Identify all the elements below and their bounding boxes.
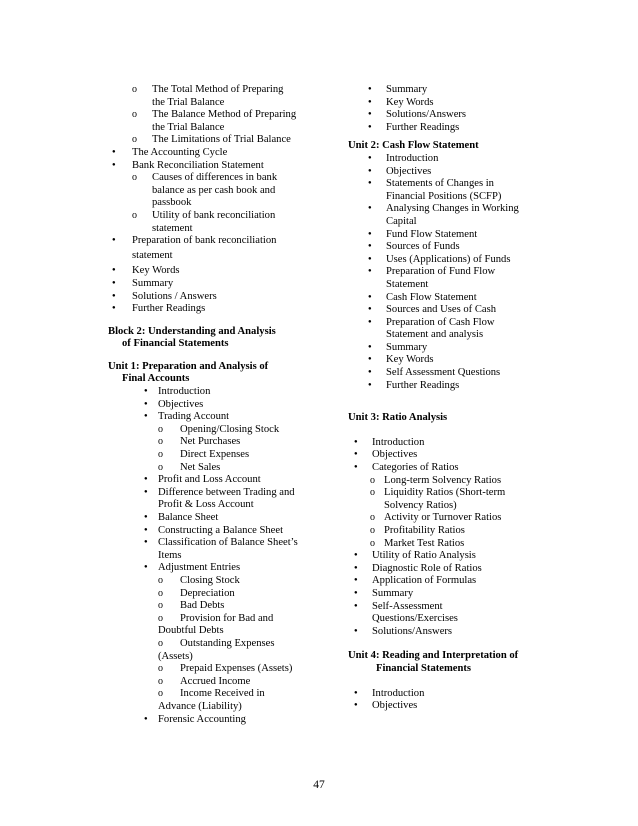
list-item <box>108 638 313 663</box>
list-item <box>348 84 538 97</box>
list-item <box>348 575 538 588</box>
list-item <box>348 437 538 450</box>
list-item <box>348 97 538 110</box>
item-text: Unit 2: Cash Flow Statement <box>348 140 479 152</box>
item-text: Self Assessment Questions <box>386 367 501 379</box>
right-column <box>348 84 538 713</box>
bullet-icon <box>368 97 372 111</box>
item-text: Unit 3: Ratio Analysis <box>348 412 448 424</box>
item-text: Cash Flow Statement <box>386 291 477 303</box>
item-text: Financial Statements <box>376 662 472 674</box>
list-item <box>108 525 313 538</box>
bullet-icon <box>368 178 372 192</box>
item-text: the Trial Balance <box>152 96 225 108</box>
list-item <box>348 254 538 267</box>
bullet-icon <box>112 160 116 174</box>
item-text: Summary <box>132 277 174 289</box>
item-text: Accrued Income <box>180 675 251 687</box>
list-item <box>348 153 538 166</box>
item-text: Causes of differences in bank <box>152 172 278 184</box>
section-heading <box>108 361 313 386</box>
sub-bullet-icon <box>158 688 163 701</box>
item-text: Bank Reconciliation Statement <box>132 159 264 171</box>
bullet-icon <box>144 474 148 488</box>
list-item <box>348 367 538 380</box>
item-text: Solvency Ratios) <box>384 499 457 511</box>
list-item <box>108 210 313 235</box>
item-text: Solutions/Answers <box>386 109 467 121</box>
bullet-icon <box>354 462 358 476</box>
list-item <box>108 172 313 210</box>
item-text: Forensic Accounting <box>158 713 246 725</box>
bullet-icon <box>368 109 372 123</box>
item-text: Utility of bank reconciliation <box>152 209 276 221</box>
list-item <box>108 449 313 462</box>
item-text: of Financial Statements <box>122 338 229 350</box>
item-text: Direct Expenses <box>180 449 250 461</box>
list-item <box>108 235 313 263</box>
item-text: The Accounting Cycle <box>132 146 228 158</box>
sub-bullet-icon <box>132 109 137 122</box>
bullet-icon <box>112 235 116 249</box>
sub-bullet-icon <box>158 613 163 626</box>
item-text: Statement and analysis <box>386 329 484 341</box>
item-text: Application of Formulas <box>372 575 477 587</box>
list-item <box>348 626 538 639</box>
sub-bullet-icon <box>158 449 163 462</box>
list-item <box>108 399 313 412</box>
item-text: Closing Stock <box>180 574 240 586</box>
sub-bullet-icon <box>132 84 137 97</box>
list-item <box>348 538 538 551</box>
list-item <box>108 537 313 562</box>
item-text: Capital <box>386 215 417 227</box>
list-item <box>348 475 538 488</box>
list-item <box>108 613 313 638</box>
item-text: Key Words <box>386 354 434 366</box>
list-item <box>348 292 538 305</box>
item-text: Liquidity Ratios (Short-term <box>384 487 506 499</box>
bullet-icon <box>368 292 372 306</box>
item-text: Depreciation <box>180 587 235 599</box>
item-text: Summary <box>386 341 428 353</box>
sub-bullet-icon <box>158 663 163 676</box>
item-text: Statements of Changes in <box>386 178 494 190</box>
list-item <box>348 563 538 576</box>
item-text: Objectives <box>372 700 418 712</box>
sub-bullet-icon <box>132 134 137 147</box>
item-text: Summary <box>372 587 414 599</box>
list-item <box>348 203 538 228</box>
item-text: Provision for Bad and <box>180 612 274 624</box>
item-text: Categories of Ratios <box>372 462 459 474</box>
item-text: Profit & Loss Account <box>158 499 254 511</box>
sub-bullet-icon <box>158 424 163 437</box>
list-item <box>108 688 313 713</box>
sub-bullet-icon <box>158 575 163 588</box>
section-heading <box>108 326 313 351</box>
item-text: Activity or Turnover Ratios <box>384 512 502 524</box>
item-text: Preparation of Fund Flow <box>386 266 496 278</box>
list-item <box>348 601 538 626</box>
section-heading <box>348 412 538 425</box>
item-text: statement <box>132 250 173 262</box>
list-item <box>108 160 313 173</box>
list-item <box>348 354 538 367</box>
item-text: Questions/Exercises <box>372 613 458 625</box>
list-item <box>108 386 313 399</box>
item-text: Net Sales <box>180 461 221 473</box>
sub-bullet-icon <box>132 172 137 185</box>
item-text: Objectives <box>372 449 418 461</box>
bullet-icon <box>354 575 358 589</box>
sub-bullet-icon <box>158 436 163 449</box>
list-item <box>108 278 313 291</box>
bullet-icon <box>368 367 372 381</box>
item-text: Unit 1: Preparation and Analysis of <box>108 360 269 372</box>
list-item <box>348 525 538 538</box>
sub-bullet-icon <box>158 676 163 689</box>
item-text: Adjustment Entries <box>158 562 241 574</box>
item-text: Outstanding Expenses <box>180 637 275 649</box>
list-item <box>108 600 313 613</box>
sub-bullet-icon <box>158 600 163 613</box>
list-item <box>108 487 313 512</box>
bullet-icon <box>354 601 358 615</box>
item-text: Further Readings <box>386 379 460 391</box>
left-column <box>108 84 313 726</box>
item-text: Profit and Loss Account <box>158 474 261 486</box>
list-item <box>348 512 538 525</box>
list-item <box>108 411 313 424</box>
bullet-icon <box>368 380 372 394</box>
list-item <box>108 109 313 134</box>
item-text: Sources of Funds <box>386 241 460 253</box>
list-item <box>348 229 538 242</box>
bullet-icon <box>368 153 372 167</box>
item-text: Income Received in <box>180 688 265 700</box>
list-item <box>108 84 313 109</box>
item-text: Block 2: Understanding and Analysis <box>108 325 276 337</box>
item-text: Financial Positions (SCFP) <box>386 190 502 202</box>
bullet-icon <box>144 411 148 425</box>
sub-bullet-icon <box>370 475 375 488</box>
page-number: 47 <box>313 779 325 791</box>
list-item <box>108 663 313 676</box>
bullet-icon <box>368 304 372 318</box>
item-text: statement <box>152 222 193 234</box>
item-text: Trading Account <box>158 411 230 423</box>
bullet-icon <box>144 487 148 501</box>
list-item <box>348 266 538 291</box>
item-text: Preparation of Cash Flow <box>386 316 495 328</box>
list-item <box>108 575 313 588</box>
list-item <box>108 265 313 278</box>
item-text: Introduction <box>386 152 439 164</box>
item-text: Further Readings <box>132 303 206 315</box>
bullet-icon <box>112 291 116 305</box>
item-text: Summary <box>386 84 428 95</box>
item-text: Sources and Uses of Cash <box>386 304 497 316</box>
item-text: Doubtful Debts <box>158 625 224 637</box>
item-text: Further Readings <box>386 121 460 133</box>
item-text: the Trial Balance <box>152 121 225 133</box>
bullet-icon <box>354 437 358 451</box>
list-item <box>108 462 313 475</box>
list-item <box>348 166 538 179</box>
item-text: Difference between Trading and <box>158 486 295 498</box>
bullet-icon <box>368 317 372 331</box>
item-text: Opening/Closing Stock <box>180 423 280 435</box>
list-item <box>108 714 313 727</box>
item-text: Statement <box>386 278 429 290</box>
bullet-icon <box>368 254 372 268</box>
list-item <box>348 588 538 601</box>
item-text: Diagnostic Role of Ratios <box>372 562 482 574</box>
bullet-icon <box>354 700 358 714</box>
bullet-icon <box>354 588 358 602</box>
sub-bullet-icon <box>370 487 375 500</box>
item-text: (Assets) <box>158 650 193 662</box>
list-item <box>348 688 538 701</box>
list-item <box>348 109 538 122</box>
bullet-icon <box>144 537 148 551</box>
item-text: Prepaid Expenses (Assets) <box>180 663 293 675</box>
item-text: Fund Flow Statement <box>386 228 478 240</box>
sub-bullet-icon <box>158 462 163 475</box>
list-item <box>108 562 313 575</box>
bullet-icon <box>368 241 372 255</box>
item-text: Final Accounts <box>122 373 190 385</box>
bullet-icon <box>354 449 358 463</box>
item-text: Constructing a Balance Sheet <box>158 524 284 536</box>
item-text: Net Purchases <box>180 436 241 448</box>
bullet-icon <box>144 562 148 576</box>
list-item <box>348 487 538 512</box>
list-item <box>348 700 538 713</box>
item-text: Key Words <box>132 265 180 277</box>
item-text: Profitability Ratios <box>384 525 465 536</box>
list-item <box>348 122 538 135</box>
item-text: Introduction <box>372 436 425 448</box>
list-item <box>108 291 313 304</box>
item-text: The Total Method of Preparing <box>152 84 284 95</box>
sub-bullet-icon <box>158 638 163 651</box>
bullet-icon <box>368 84 372 98</box>
list-item <box>348 380 538 393</box>
list-item <box>108 424 313 437</box>
bullet-icon <box>112 303 116 317</box>
list-item <box>108 134 313 147</box>
list-item <box>348 178 538 203</box>
bullet-icon <box>368 166 372 180</box>
list-item <box>108 588 313 601</box>
bullet-icon <box>354 626 358 640</box>
item-text: Self-Assessment <box>372 600 443 612</box>
list-item <box>348 449 538 462</box>
list-item <box>108 147 313 160</box>
item-text: Classification of Balance Sheet’s <box>158 537 298 549</box>
section-heading <box>348 140 538 153</box>
list-item <box>108 303 313 316</box>
bullet-icon <box>368 229 372 243</box>
item-text: Items <box>158 549 182 561</box>
item-text: Bad Debts <box>180 600 225 612</box>
item-text: Advance (Liability) <box>158 700 242 712</box>
bullet-icon <box>354 563 358 577</box>
list-item <box>348 550 538 563</box>
bullet-icon <box>354 688 358 702</box>
item-text: Introduction <box>372 687 425 699</box>
item-text: Utility of Ratio Analysis <box>372 550 476 562</box>
item-text: Balance Sheet <box>158 512 219 523</box>
section-heading <box>348 650 538 675</box>
item-text: passbook <box>152 197 192 209</box>
item-text: The Balance Method of Preparing <box>152 109 297 121</box>
item-text: Preparation of bank reconciliation <box>132 235 277 247</box>
item-text: Solutions/Answers <box>372 625 453 637</box>
bullet-icon <box>354 550 358 564</box>
bullet-icon <box>144 512 148 526</box>
item-text: Objectives <box>386 165 432 177</box>
list-item <box>348 317 538 342</box>
list-item <box>348 462 538 475</box>
list-item <box>108 676 313 689</box>
bullet-icon <box>368 342 372 356</box>
bullet-icon <box>368 266 372 280</box>
bullet-icon <box>112 147 116 161</box>
bullet-icon <box>368 203 372 217</box>
item-text: Market Test Ratios <box>384 537 465 549</box>
item-text: Uses (Applications) of Funds <box>386 253 511 265</box>
list-item <box>108 436 313 449</box>
bullet-icon <box>144 399 148 413</box>
item-text: The Limitations of Trial Balance <box>152 134 291 146</box>
item-text: Objectives <box>158 398 204 410</box>
item-text: balance as per cash book and <box>152 184 276 196</box>
item-text: Key Words <box>386 96 434 108</box>
item-text: Introduction <box>158 386 211 398</box>
bullet-icon <box>144 386 148 400</box>
bullet-icon <box>368 122 372 136</box>
bullet-icon <box>112 278 116 292</box>
bullet-icon <box>112 265 116 279</box>
sub-bullet-icon <box>370 512 375 525</box>
list-item <box>108 474 313 487</box>
item-text: Analysing Changes in Working <box>386 203 519 215</box>
bullet-icon <box>368 354 372 368</box>
item-text: Unit 4: Reading and Interpretation of <box>348 650 519 662</box>
list-item <box>108 512 313 525</box>
item-text: Long-term Solvency Ratios <box>384 474 502 486</box>
item-text: Solutions / Answers <box>132 290 217 302</box>
bullet-icon <box>144 525 148 539</box>
sub-bullet-icon <box>370 525 375 538</box>
list-item <box>348 304 538 317</box>
sub-bullet-icon <box>158 588 163 601</box>
list-item <box>348 342 538 355</box>
bullet-icon <box>144 714 148 728</box>
list-item <box>348 241 538 254</box>
sub-bullet-icon <box>132 210 137 223</box>
sub-bullet-icon <box>370 538 375 551</box>
